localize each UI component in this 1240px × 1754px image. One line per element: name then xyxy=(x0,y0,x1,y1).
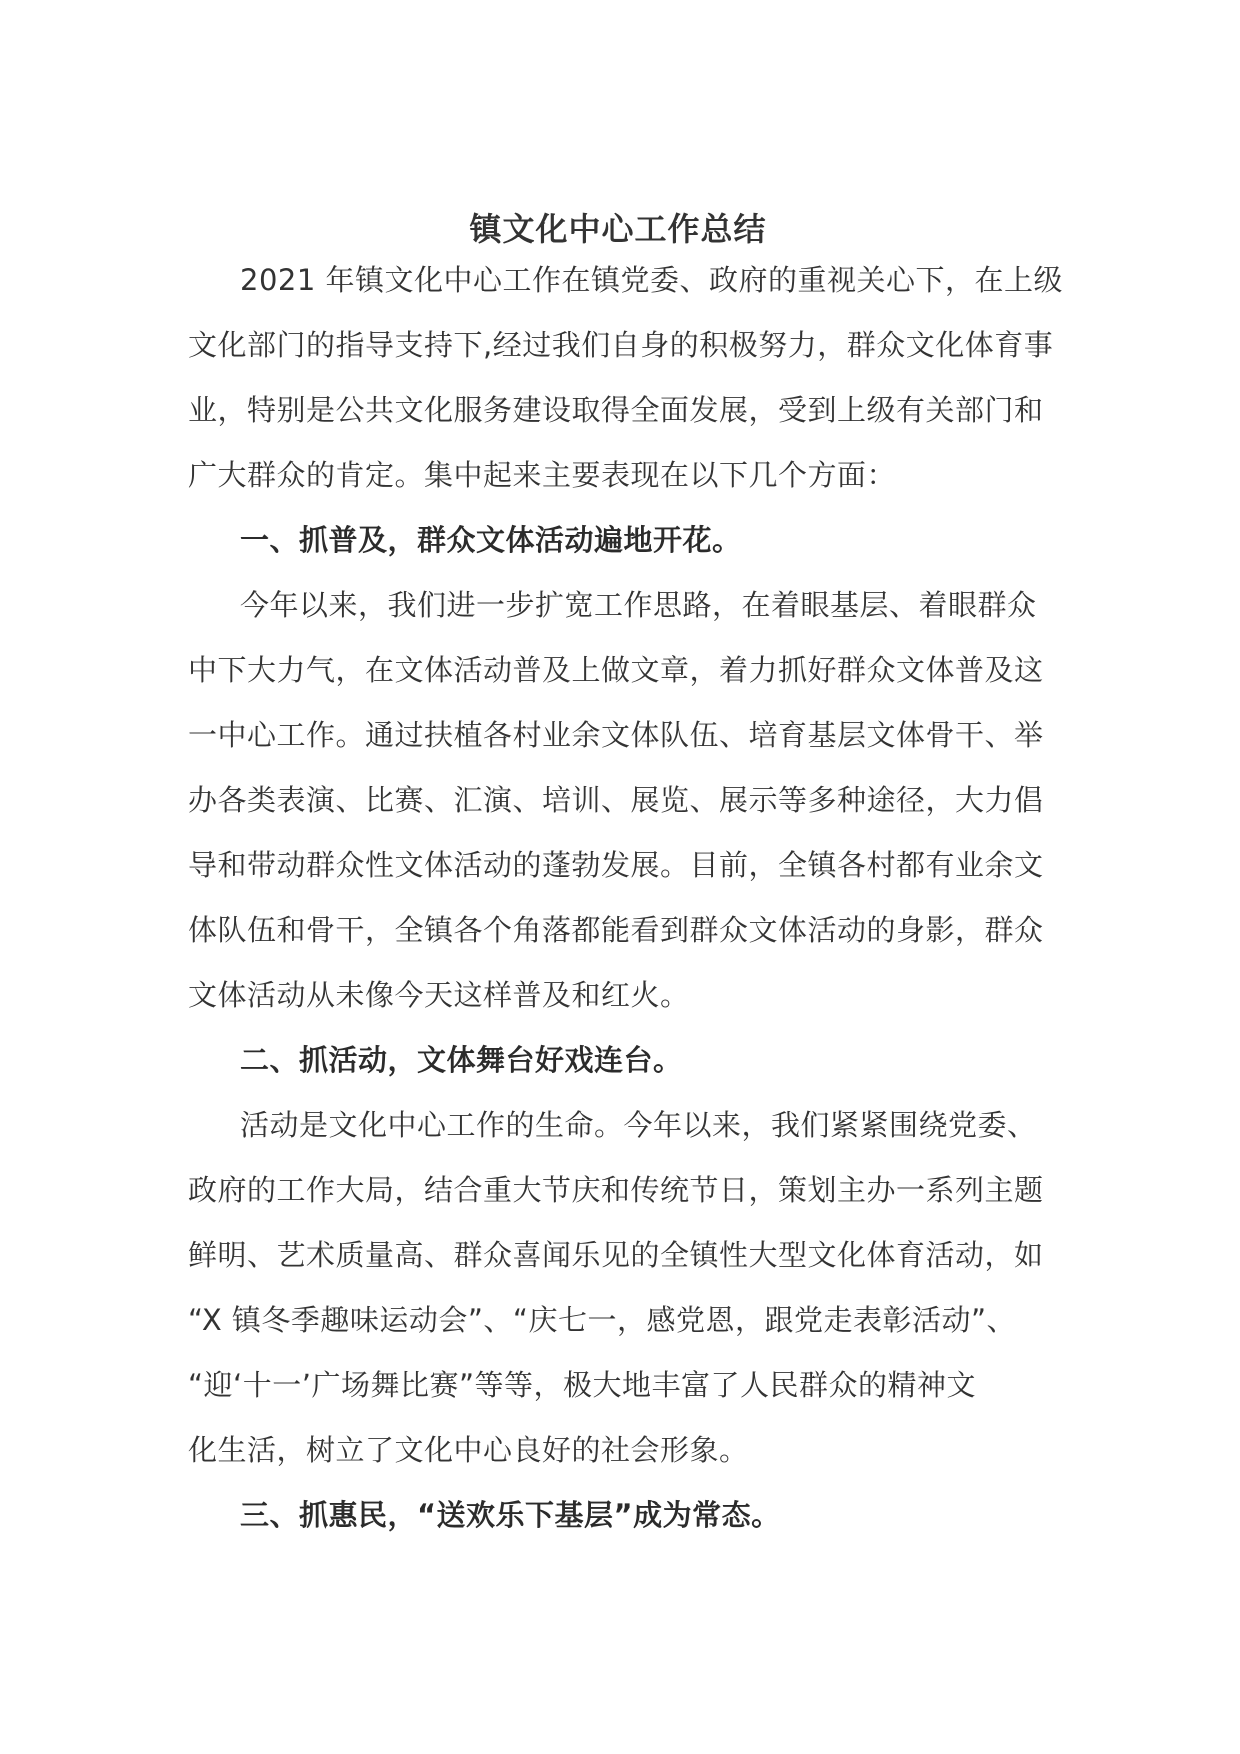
paragraph-intro-line-1: 2021 年镇文化中心工作在镇党委、政府的重视关心下，在上级 xyxy=(240,263,1064,297)
paragraph-section-2-line-1: 活动是文化中心工作的生命。今年以来，我们紧紧围绕党委、 xyxy=(240,1108,1037,1142)
section-heading-3: 三、抓惠民，“送欢乐下基层”成为常态。 xyxy=(240,1498,781,1532)
paragraph-section-1-line-6: 体队伍和骨干，全镇各个角落都能看到群众文体活动的身影，群众 xyxy=(188,913,1044,947)
paragraph-section-2-line-3: 鲜明、艺术质量高、群众喜闻乐见的全镇性大型文化体育活动，如 xyxy=(188,1238,1044,1272)
paragraph-section-2-line-5: “迎‘十一’广场舞比赛”等等，极大地丰富了人民群众的精神文 xyxy=(188,1368,976,1402)
paragraph-intro-line-2: 文化部门的指导支持下,经过我们自身的积极努力，群众文化体育事 xyxy=(188,328,1054,362)
paragraph-intro-line-4: 广大群众的肯定。集中起来主要表现在以下几个方面： xyxy=(188,458,897,492)
section-heading-2: 二、抓活动，文体舞台好戏连台。 xyxy=(240,1043,683,1077)
paragraph-section-2-line-2: 政府的工作大局，结合重大节庆和传统节日，策划主办一系列主题 xyxy=(188,1173,1044,1207)
paragraph-section-1-line-4: 办各类表演、比赛、汇演、培训、展览、展示等多种途径，大力倡 xyxy=(188,783,1044,817)
document-body xyxy=(188,248,1064,1548)
paragraph-section-1-line-5: 导和带动群众性文体活动的蓬勃发展。目前，全镇各村都有业余文 xyxy=(188,848,1044,882)
section-heading-1: 一、抓普及，群众文体活动遍地开花。 xyxy=(240,523,742,557)
paragraph-section-1-line-1: 今年以来，我们进一步扩宽工作思路，在着眼基层、着眼群众 xyxy=(240,588,1037,622)
paragraph-section-2-line-4: “X 镇冬季趣味运动会”、“庆七一，感党恩，跟党走表彰活动”、 xyxy=(188,1303,1016,1337)
paragraph-section-2-line-6: 化生活，树立了文化中心良好的社会形象。 xyxy=(188,1433,749,1467)
paragraph-section-1-line-2: 中下大力气，在文体活动普及上做文章，着力抓好群众文体普及这 xyxy=(188,653,1044,687)
paragraph-section-1-line-3: 一中心工作。通过扶植各村业余文体队伍、培育基层文体骨干、举 xyxy=(188,718,1044,752)
paragraph-section-1-line-7: 文体活动从未像今天这样普及和红火。 xyxy=(188,978,690,1012)
document-title: 镇文化中心工作总结 xyxy=(469,210,767,248)
paragraph-intro-line-3: 业，特别是公共文化服务建设取得全面发展，受到上级有关部门和 xyxy=(188,393,1044,427)
